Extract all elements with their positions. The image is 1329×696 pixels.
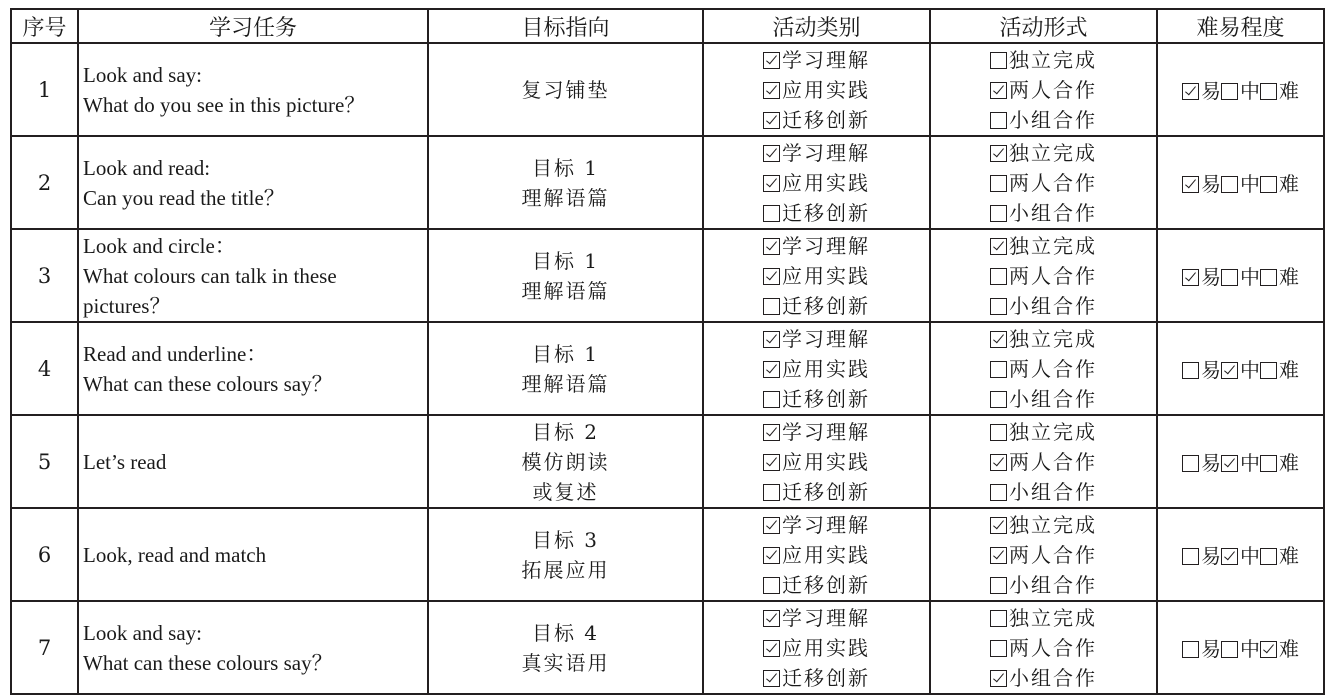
difficulty-option[interactable] xyxy=(1221,451,1260,475)
category-options xyxy=(763,138,870,228)
checked-box-icon[interactable] xyxy=(990,454,1007,471)
form-option[interactable] xyxy=(990,231,1097,261)
task-cell xyxy=(78,322,428,415)
task-line: What do you see in this picture？ xyxy=(83,92,366,117)
difficulty-option[interactable] xyxy=(1182,637,1221,661)
difficulty-label: 易 xyxy=(1201,79,1221,103)
empty-box-icon[interactable] xyxy=(1260,455,1277,472)
category-option[interactable] xyxy=(763,324,870,354)
category-option[interactable] xyxy=(763,138,870,168)
task-line: Can you read the title？ xyxy=(83,185,285,210)
category-option-label: 学习理解 xyxy=(782,140,870,165)
category-cell xyxy=(703,136,930,229)
category-option-label: 学习理解 xyxy=(782,419,870,444)
form-cell xyxy=(930,322,1157,415)
form-option[interactable] xyxy=(990,384,1097,414)
task-cell xyxy=(78,601,428,694)
category-option-label: 迁移创新 xyxy=(782,293,870,318)
table-row xyxy=(11,601,1324,694)
difficulty-option[interactable] xyxy=(1260,172,1299,196)
checked-box-icon[interactable] xyxy=(1182,176,1199,193)
checked-box-icon[interactable] xyxy=(1182,83,1199,100)
difficulty-label: 难 xyxy=(1279,79,1299,103)
difficulty-cell xyxy=(1157,322,1324,415)
category-options xyxy=(763,231,870,321)
form-option-label: 小组合作 xyxy=(1009,665,1097,690)
difficulty-label: 中 xyxy=(1240,265,1260,289)
category-option-label: 学习理解 xyxy=(782,233,870,258)
table-row xyxy=(11,508,1324,601)
form-option-label: 小组合作 xyxy=(1009,293,1097,318)
difficulty-cell xyxy=(1157,136,1324,229)
header-row xyxy=(11,9,1324,43)
activity-table xyxy=(10,8,1325,695)
form-option-label: 独立完成 xyxy=(1009,605,1097,630)
goal-cell xyxy=(428,601,703,694)
difficulty-label: 易 xyxy=(1201,172,1221,196)
empty-box-icon[interactable] xyxy=(990,484,1007,501)
empty-box-icon[interactable] xyxy=(1182,641,1199,658)
category-option[interactable] xyxy=(763,447,870,477)
checked-box-icon[interactable] xyxy=(990,547,1007,564)
task-line: Look and say: xyxy=(83,620,202,645)
header-difficulty: 难易程度 xyxy=(1157,9,1324,43)
category-option[interactable] xyxy=(763,477,870,507)
difficulty-label: 易 xyxy=(1201,544,1221,568)
category-option[interactable] xyxy=(763,45,870,75)
table-row xyxy=(11,229,1324,322)
category-option-label: 学习理解 xyxy=(782,512,870,537)
form-option-label: 小组合作 xyxy=(1009,479,1097,504)
table-row xyxy=(11,43,1324,136)
form-options xyxy=(990,231,1097,321)
category-option[interactable] xyxy=(763,168,870,198)
task-line: pictures？ xyxy=(83,293,171,318)
table-body xyxy=(11,43,1324,694)
header-task: 学习任务 xyxy=(78,9,428,43)
difficulty-option[interactable] xyxy=(1221,265,1260,289)
goal-cell xyxy=(428,43,703,136)
header-form: 活动形式 xyxy=(930,9,1157,43)
category-option[interactable] xyxy=(763,633,870,663)
category-options xyxy=(763,603,870,693)
empty-box-icon[interactable] xyxy=(1221,269,1238,286)
table-row xyxy=(11,136,1324,229)
form-options xyxy=(990,417,1097,507)
form-option-label: 小组合作 xyxy=(1009,572,1097,597)
form-option[interactable] xyxy=(990,45,1097,75)
difficulty-label: 难 xyxy=(1279,358,1299,382)
table-row xyxy=(11,322,1324,415)
goal-line: 目标 1 xyxy=(531,248,600,273)
difficulty-label: 中 xyxy=(1240,637,1260,661)
task-line: What can these colours say？ xyxy=(83,650,333,675)
category-option-label: 应用实践 xyxy=(782,263,870,288)
category-option[interactable] xyxy=(763,417,870,447)
form-options xyxy=(990,510,1097,600)
empty-box-icon[interactable] xyxy=(990,112,1007,129)
form-option-label: 两人合作 xyxy=(1009,77,1097,102)
checked-box-icon[interactable] xyxy=(763,361,780,378)
checked-box-icon[interactable] xyxy=(990,670,1007,687)
checked-box-icon[interactable] xyxy=(1182,269,1199,286)
goal-line: 理解语篇 xyxy=(521,185,610,210)
checked-box-icon[interactable] xyxy=(990,517,1007,534)
empty-box-icon[interactable] xyxy=(990,424,1007,441)
category-cell xyxy=(703,43,930,136)
form-option-label: 独立完成 xyxy=(1009,140,1097,165)
difficulty-option[interactable] xyxy=(1182,265,1221,289)
goal-cell xyxy=(428,415,703,508)
checked-box-icon[interactable] xyxy=(1260,641,1277,658)
checked-box-icon[interactable] xyxy=(763,547,780,564)
empty-box-icon[interactable] xyxy=(1260,548,1277,565)
category-option[interactable] xyxy=(763,603,870,633)
empty-box-icon[interactable] xyxy=(1182,362,1199,379)
empty-box-icon[interactable] xyxy=(990,205,1007,222)
empty-box-icon[interactable] xyxy=(1221,641,1238,658)
category-option-label: 迁移创新 xyxy=(782,107,870,132)
category-option-label: 应用实践 xyxy=(782,170,870,195)
form-option-label: 两人合作 xyxy=(1009,170,1097,195)
difficulty-label: 难 xyxy=(1279,172,1299,196)
category-option[interactable] xyxy=(763,384,870,414)
form-option-label: 两人合作 xyxy=(1009,635,1097,660)
goal-line: 真实语用 xyxy=(521,650,610,675)
difficulty-cell xyxy=(1157,43,1324,136)
difficulty-option[interactable] xyxy=(1260,265,1299,289)
form-option[interactable] xyxy=(990,633,1097,663)
row-number: 5 xyxy=(11,415,78,508)
category-option[interactable] xyxy=(763,354,870,384)
header-category: 活动类别 xyxy=(703,9,930,43)
difficulty-option[interactable] xyxy=(1260,358,1299,382)
form-option[interactable] xyxy=(990,105,1097,135)
goal-cell xyxy=(428,229,703,322)
checked-box-icon[interactable] xyxy=(763,112,780,129)
difficulty-label: 中 xyxy=(1240,172,1260,196)
category-option-label: 应用实践 xyxy=(782,77,870,102)
form-options xyxy=(990,603,1097,693)
empty-box-icon[interactable] xyxy=(990,52,1007,69)
checked-box-icon[interactable] xyxy=(763,82,780,99)
empty-box-icon[interactable] xyxy=(1182,548,1199,565)
task-line: What colours can talk in these xyxy=(83,263,337,288)
goal-line: 目标 3 xyxy=(531,527,600,552)
checked-box-icon[interactable] xyxy=(990,145,1007,162)
form-cell xyxy=(930,601,1157,694)
category-option-label: 应用实践 xyxy=(782,449,870,474)
form-option[interactable] xyxy=(990,261,1097,291)
difficulty-option[interactable] xyxy=(1182,544,1221,568)
difficulty-option[interactable] xyxy=(1221,358,1260,382)
form-option-label: 小组合作 xyxy=(1009,200,1097,225)
goal-cell xyxy=(428,508,703,601)
goal-cell xyxy=(428,322,703,415)
empty-box-icon[interactable] xyxy=(763,205,780,222)
category-option[interactable] xyxy=(763,231,870,261)
difficulty-label: 易 xyxy=(1201,451,1221,475)
goal-line: 或复述 xyxy=(532,479,599,504)
form-option[interactable] xyxy=(990,603,1097,633)
category-option-label: 迁移创新 xyxy=(782,386,870,411)
task-line: Look and say: xyxy=(83,62,202,87)
form-option-label: 两人合作 xyxy=(1009,356,1097,381)
category-option[interactable] xyxy=(763,261,870,291)
form-option[interactable] xyxy=(990,540,1097,570)
difficulty-label: 难 xyxy=(1279,451,1299,475)
form-option-label: 两人合作 xyxy=(1009,263,1097,288)
empty-box-icon[interactable] xyxy=(763,577,780,594)
task-line: Look, read and match xyxy=(83,542,267,567)
goal-line: 目标 1 xyxy=(531,341,600,366)
category-option[interactable] xyxy=(763,510,870,540)
task-line: What can these colours say？ xyxy=(83,371,333,396)
category-option-label: 学习理解 xyxy=(782,605,870,630)
category-option-label: 迁移创新 xyxy=(782,572,870,597)
header-goal: 目标指向 xyxy=(428,9,703,43)
empty-box-icon[interactable] xyxy=(990,610,1007,627)
difficulty-option[interactable] xyxy=(1260,544,1299,568)
difficulty-label: 易 xyxy=(1201,358,1221,382)
empty-box-icon[interactable] xyxy=(1260,83,1277,100)
task-line: Look and circle： xyxy=(83,233,236,258)
form-option-label: 独立完成 xyxy=(1009,233,1097,258)
checked-box-icon[interactable] xyxy=(763,610,780,627)
difficulty-option[interactable] xyxy=(1260,637,1299,661)
checked-box-icon[interactable] xyxy=(763,424,780,441)
goal-line: 理解语篇 xyxy=(521,371,610,396)
category-cell xyxy=(703,322,930,415)
checked-box-icon[interactable] xyxy=(763,145,780,162)
difficulty-label: 中 xyxy=(1240,79,1260,103)
task-cell xyxy=(78,43,428,136)
category-option[interactable] xyxy=(763,663,870,693)
form-option[interactable] xyxy=(990,663,1097,693)
form-cell xyxy=(930,43,1157,136)
form-option[interactable] xyxy=(990,447,1097,477)
difficulty-cell xyxy=(1157,229,1324,322)
form-option[interactable] xyxy=(990,510,1097,540)
category-option-label: 学习理解 xyxy=(782,326,870,351)
difficulty-option[interactable] xyxy=(1221,544,1260,568)
form-option-label: 小组合作 xyxy=(1009,386,1097,411)
form-options xyxy=(990,45,1097,135)
form-option[interactable] xyxy=(990,75,1097,105)
row-number: 6 xyxy=(11,508,78,601)
category-options xyxy=(763,324,870,414)
empty-box-icon[interactable] xyxy=(1260,362,1277,379)
empty-box-icon[interactable] xyxy=(1182,455,1199,472)
form-cell xyxy=(930,229,1157,322)
difficulty-label: 中 xyxy=(1240,451,1260,475)
task-line: Look and read: xyxy=(83,155,211,180)
form-option-label: 两人合作 xyxy=(1009,542,1097,567)
task-cell xyxy=(78,415,428,508)
checked-box-icon[interactable] xyxy=(763,454,780,471)
difficulty-cell xyxy=(1157,508,1324,601)
task-cell xyxy=(78,136,428,229)
difficulty-label: 易 xyxy=(1201,637,1221,661)
task-cell xyxy=(78,229,428,322)
empty-box-icon[interactable] xyxy=(1221,176,1238,193)
form-option[interactable] xyxy=(990,354,1097,384)
category-option[interactable] xyxy=(763,570,870,600)
empty-box-icon[interactable] xyxy=(990,640,1007,657)
checked-box-icon[interactable] xyxy=(763,517,780,534)
category-option-label: 应用实践 xyxy=(782,542,870,567)
checked-box-icon[interactable] xyxy=(763,175,780,192)
empty-box-icon[interactable] xyxy=(1260,269,1277,286)
form-cell xyxy=(930,136,1157,229)
form-option[interactable] xyxy=(990,168,1097,198)
empty-box-icon[interactable] xyxy=(990,361,1007,378)
empty-box-icon[interactable] xyxy=(763,391,780,408)
task-line: Read and underline： xyxy=(83,341,268,366)
difficulty-option[interactable] xyxy=(1221,79,1260,103)
category-options xyxy=(763,45,870,135)
checked-box-icon[interactable] xyxy=(763,670,780,687)
row-number: 4 xyxy=(11,322,78,415)
checked-box-icon[interactable] xyxy=(763,52,780,69)
difficulty-option[interactable] xyxy=(1182,172,1221,196)
checked-box-icon[interactable] xyxy=(763,238,780,255)
category-option[interactable] xyxy=(763,198,870,228)
checked-box-icon[interactable] xyxy=(1221,455,1238,472)
empty-box-icon[interactable] xyxy=(990,577,1007,594)
form-option-label: 独立完成 xyxy=(1009,512,1097,537)
category-option-label: 迁移创新 xyxy=(782,200,870,225)
checked-box-icon[interactable] xyxy=(1221,548,1238,565)
empty-box-icon[interactable] xyxy=(990,391,1007,408)
category-option[interactable] xyxy=(763,540,870,570)
difficulty-label: 难 xyxy=(1279,544,1299,568)
form-option-label: 小组合作 xyxy=(1009,107,1097,132)
category-option-label: 应用实践 xyxy=(782,635,870,660)
checked-box-icon[interactable] xyxy=(763,640,780,657)
difficulty-option[interactable] xyxy=(1182,358,1221,382)
category-cell xyxy=(703,601,930,694)
category-option[interactable] xyxy=(763,75,870,105)
form-option[interactable] xyxy=(990,324,1097,354)
difficulty-cell xyxy=(1157,415,1324,508)
difficulty-label: 难 xyxy=(1279,265,1299,289)
header-index: 序号 xyxy=(11,9,78,43)
form-option[interactable] xyxy=(990,570,1097,600)
empty-box-icon[interactable] xyxy=(1260,176,1277,193)
difficulty-label: 难 xyxy=(1279,637,1299,661)
form-options xyxy=(990,324,1097,414)
checked-box-icon[interactable] xyxy=(990,238,1007,255)
difficulty-option[interactable] xyxy=(1182,451,1221,475)
checked-box-icon[interactable] xyxy=(763,331,780,348)
goal-line: 拓展应用 xyxy=(521,557,610,582)
category-option-label: 学习理解 xyxy=(782,47,870,72)
difficulty-label: 易 xyxy=(1201,265,1221,289)
goal-line: 模仿朗读 xyxy=(521,449,610,474)
checked-box-icon[interactable] xyxy=(763,268,780,285)
category-cell xyxy=(703,508,930,601)
form-cell xyxy=(930,508,1157,601)
goal-line: 理解语篇 xyxy=(521,278,610,303)
difficulty-option[interactable] xyxy=(1260,79,1299,103)
empty-box-icon[interactable] xyxy=(990,175,1007,192)
checked-box-icon[interactable] xyxy=(990,82,1007,99)
form-option-label: 独立完成 xyxy=(1009,419,1097,444)
difficulty-label: 中 xyxy=(1240,358,1260,382)
row-number: 7 xyxy=(11,601,78,694)
row-number: 3 xyxy=(11,229,78,322)
category-options xyxy=(763,510,870,600)
empty-box-icon[interactable] xyxy=(763,298,780,315)
category-cell xyxy=(703,229,930,322)
category-option[interactable] xyxy=(763,105,870,135)
category-option[interactable] xyxy=(763,291,870,321)
category-options xyxy=(763,417,870,507)
difficulty-label: 中 xyxy=(1240,544,1260,568)
difficulty-option[interactable] xyxy=(1221,637,1260,661)
goal-line: 目标 2 xyxy=(531,419,600,444)
category-cell xyxy=(703,415,930,508)
goal-line: 复习铺垫 xyxy=(521,77,610,102)
task-cell xyxy=(78,508,428,601)
form-option-label: 两人合作 xyxy=(1009,449,1097,474)
goal-line: 目标 1 xyxy=(531,155,600,180)
category-option-label: 应用实践 xyxy=(782,356,870,381)
difficulty-option[interactable] xyxy=(1182,79,1221,103)
task-line: Let’s read xyxy=(83,449,167,474)
form-option-label: 独立完成 xyxy=(1009,326,1097,351)
empty-box-icon[interactable] xyxy=(990,298,1007,315)
form-options xyxy=(990,138,1097,228)
form-option[interactable] xyxy=(990,417,1097,447)
difficulty-option[interactable] xyxy=(1221,172,1260,196)
goal-line: 目标 4 xyxy=(531,620,600,645)
empty-box-icon[interactable] xyxy=(990,268,1007,285)
row-number: 1 xyxy=(11,43,78,136)
empty-box-icon[interactable] xyxy=(1221,83,1238,100)
form-cell xyxy=(930,415,1157,508)
category-option-label: 迁移创新 xyxy=(782,479,870,504)
checked-box-icon[interactable] xyxy=(1221,362,1238,379)
row-number: 2 xyxy=(11,136,78,229)
goal-cell xyxy=(428,136,703,229)
form-option[interactable] xyxy=(990,138,1097,168)
form-option[interactable] xyxy=(990,291,1097,321)
category-option-label: 迁移创新 xyxy=(782,665,870,690)
form-option[interactable] xyxy=(990,198,1097,228)
difficulty-option[interactable] xyxy=(1260,451,1299,475)
table-row xyxy=(11,415,1324,508)
empty-box-icon[interactable] xyxy=(763,484,780,501)
difficulty-cell xyxy=(1157,601,1324,694)
form-option-label: 独立完成 xyxy=(1009,47,1097,72)
checked-box-icon[interactable] xyxy=(990,331,1007,348)
form-option[interactable] xyxy=(990,477,1097,507)
